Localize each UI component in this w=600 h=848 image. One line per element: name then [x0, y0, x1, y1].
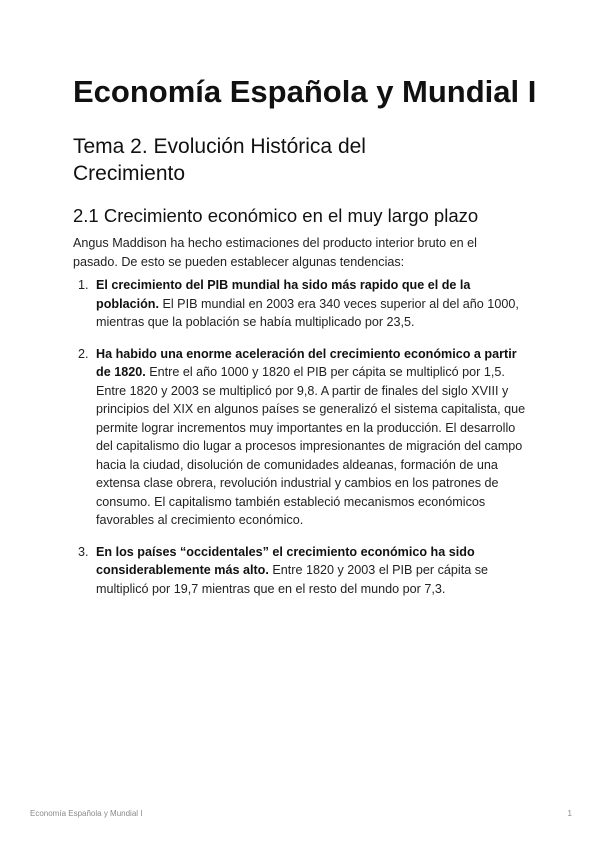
section-title: 2.1 Crecimiento económico en el muy largo plazo [73, 205, 479, 226]
list-item-lead: Ha habido una enorme aceleración del crecimiento económico a partir de 1820. [96, 346, 517, 379]
list-item-text: Entre 1820 y 2003 el PIB per cápita se multiplicó por 19,7 mientras que en el resto del mundo por 7,3. [96, 563, 489, 596]
list-item-text: El PIB mundial en 2003 era 340 veces superior al del año 1000, mientras que la población se había multiplicado por 23,5. [96, 296, 519, 329]
intro-paragraph: Angus Maddison ha hecho estimaciones del producto interior bruto en el pasado. De esto se pueden establecer algunas tendencias: [73, 236, 477, 269]
list-item-text: Entre el año 1000 y 1820 el PIB per cápita se multiplicó por 1,5. Entre 1820 y 2003 se multiplicó por 9,8. A partir de finales del siglo XVIII y principios del XIX en algunos países se generalizó el sistema capitalista, que permite lograr incrementos muy importantes en la producción. El desarrollo del capitalismo dio lugar a procesos impresionantes de migración del campo hacia la ciudad, disolución de comunidades aldeanas, formación de una extensa clase obrera, revolución industrial y cambios en los patrones de consumo. El capitalismo también estableció mecanismos económicos favorables al crecimiento económico. [96, 365, 526, 527]
chapter-title: Tema 2. Evolución Histórica del Crecimiento [73, 135, 366, 185]
page-number: 1 [567, 809, 572, 818]
list-item-lead: En los países “occidentales” el crecimiento económico ha sido considerablemente más alto. [96, 544, 475, 577]
trend-list [73, 276, 528, 598]
list-item [73, 543, 528, 599]
list-item-number: 3. [78, 544, 89, 559]
list-item [73, 345, 528, 530]
document-title: Economía Española y Mundial I [73, 74, 537, 109]
list-item-lead: El crecimiento del PIB mundial ha sido más rapido que el de la población. [96, 278, 471, 311]
list-item-number: 2. [78, 346, 89, 361]
footer-document-title: Economía Española y Mundial I [30, 809, 143, 818]
list-item [73, 276, 528, 332]
list-item-number: 1. [78, 278, 89, 292]
